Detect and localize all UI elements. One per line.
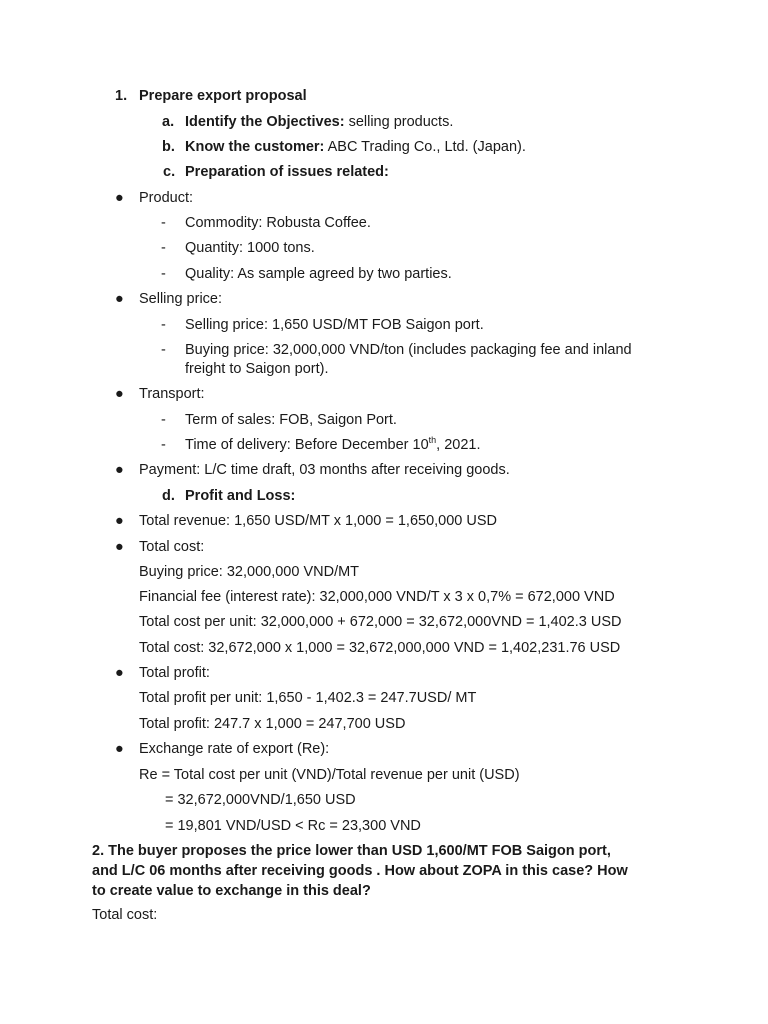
- cost-total: Total cost: 32,672,000 x 1,000 = 32,672,000,000 VND = 1,402,231.76 USD: [139, 640, 621, 656]
- dash: -: [161, 412, 166, 428]
- section-1-title: Prepare export proposal: [139, 88, 307, 104]
- exchange-formula: Re = Total cost per unit (VND)/Total revenue per unit (USD): [139, 767, 520, 783]
- transport-heading: Transport:: [139, 386, 205, 402]
- bullet-exchange: ●: [115, 741, 124, 757]
- product-quality: Quality: As sample agreed by two parties.: [185, 266, 452, 282]
- item-a-marker: a.: [162, 114, 175, 130]
- bullet-profit: ●: [115, 665, 124, 681]
- exchange-step-1: = 32,672,000VND/1,650 USD: [165, 792, 356, 808]
- section-1-number: 1.: [115, 88, 128, 104]
- total-revenue: Total revenue: 1,650 USD/MT x 1,000 = 1,650,000 USD: [139, 513, 498, 529]
- item-a-line: [185, 113, 453, 131]
- section-2-question-line-2: and L/C 06 months after receiving goods . How about ZOPA in this case? How: [92, 863, 628, 879]
- total-cost-heading: Total cost:: [139, 539, 205, 555]
- item-b-label: Know the customer:: [185, 139, 325, 155]
- item-a-label: Identify the Objectives:: [185, 114, 345, 130]
- dash: -: [161, 342, 166, 358]
- term-of-sales: Term of sales: FOB, Saigon Port.: [185, 412, 397, 428]
- buying-price-line: Buying price: 32,000,000 VND/ton (includes packaging fee and inland: [185, 342, 632, 358]
- profit-total: Total profit: 247.7 x 1,000 = 247,700 USD: [139, 716, 406, 732]
- dash: -: [161, 317, 166, 333]
- delivery-text: Time of delivery: Before December 10: [185, 437, 429, 453]
- item-b-marker: b.: [162, 139, 175, 155]
- dash: -: [161, 437, 166, 453]
- dash: -: [161, 215, 166, 231]
- section-2-total-cost: Total cost:: [92, 907, 158, 923]
- dash: -: [161, 240, 166, 256]
- profit-per-unit: Total profit per unit: 1,650 - 1,402.3 = 247.7USD/ MT: [139, 690, 477, 706]
- cost-financial-fee: Financial fee (interest rate): 32,000,000 VND/T x 3 x 0,7% = 672,000 VND: [139, 589, 615, 605]
- item-b-text: ABC Trading Co., Ltd. (Japan).: [324, 139, 526, 155]
- time-of-delivery: [185, 436, 481, 454]
- section-2-question-line-1: 2. The buyer proposes the price lower than USD 1,600/MT FOB Saigon port,: [92, 843, 611, 859]
- exchange-heading: Exchange rate of export (Re):: [139, 741, 330, 757]
- item-d-marker: d.: [162, 488, 175, 504]
- total-profit-heading: Total profit:: [139, 665, 210, 681]
- bullet-transport: ●: [115, 386, 124, 402]
- cost-per-unit: Total cost per unit: 32,000,000 + 672,000 = 32,672,000VND = 1,402.3 USD: [139, 614, 622, 630]
- item-c-label: Preparation of issues related:: [185, 164, 389, 180]
- item-d-label: Profit and Loss:: [185, 488, 296, 504]
- selling-price-heading: Selling price:: [139, 291, 223, 307]
- bullet-revenue: ●: [115, 513, 124, 529]
- item-c-marker: c.: [163, 164, 176, 180]
- bullet-cost: ●: [115, 539, 124, 555]
- product-quantity: Quantity: 1000 tons.: [185, 240, 315, 256]
- delivery-sup: th: [428, 435, 437, 446]
- product-heading: Product:: [139, 190, 193, 206]
- product-commodity: Commodity: Robusta Coffee.: [185, 215, 371, 231]
- item-b-line: [185, 138, 526, 156]
- bullet-selling-price: ●: [115, 291, 124, 307]
- selling-price-line: Selling price: 1,650 USD/MT FOB Saigon port.: [185, 317, 484, 333]
- bullet-product: ●: [115, 190, 124, 206]
- exchange-step-2: = 19,801 VND/USD < Rc = 23,300 VND: [165, 818, 421, 834]
- item-a-text: selling products.: [344, 114, 454, 130]
- cost-buying-price: Buying price: 32,000,000 VND/MT: [139, 564, 360, 580]
- dash: -: [161, 266, 166, 282]
- delivery-year: , 2021.: [436, 437, 481, 453]
- section-2-question-line-3: to create value to exchange in this deal?: [92, 883, 371, 899]
- bullet-payment: ●: [115, 462, 124, 478]
- payment-line: Payment: L/C time draft, 03 months after receiving goods.: [139, 462, 510, 478]
- buying-price-line-cont: freight to Saigon port).: [185, 361, 329, 377]
